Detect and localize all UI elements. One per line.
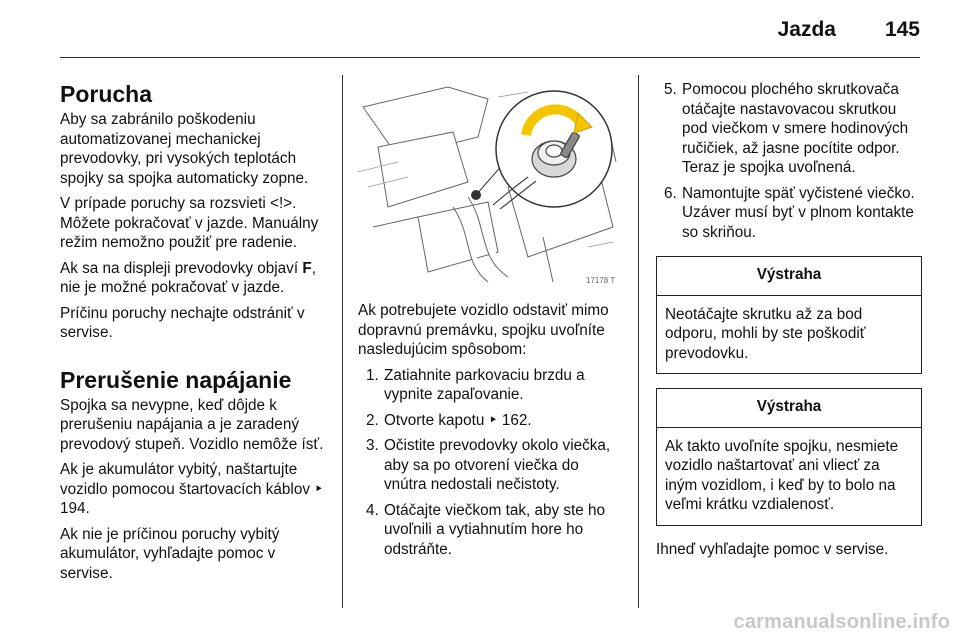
step-number: 5.: [664, 81, 677, 98]
paragraph: Spojka sa nevypne, keď dôjde k prerušeniu napájania a je zaradený prevodový stupeň. Vozidlo nemôže ísť.: [60, 396, 324, 453]
step-text: Zatiahnite parkovaciu brzdu a vypnite zapaľovanie.: [384, 366, 585, 403]
warning-box: [656, 388, 922, 526]
paragraph: Ak nie je príčinou poruchy vybitý akumulátor, vyhľadajte pomoc v servise.: [60, 525, 280, 582]
step-number: 1.: [366, 366, 379, 384]
step-text: Očistite prevodovky okolo viečka, aby sa po otvorení viečka do vnútra nedostali nečistoty.: [384, 437, 611, 493]
display-letter: F: [302, 259, 312, 277]
column-divider: [638, 75, 639, 608]
paragraph: Aby sa zabránilo poškodeniu automatizovanej mechanickej prevodovky, pri vysokých teplotách spojky sa spojka automaticky zopne.: [60, 111, 309, 187]
step-text: Otáčajte viečkom tak, aby ste ho uvoľnili a vytiahnutím hore ho odstráňte.: [384, 501, 606, 558]
step-text: Pomocou plochého skrutkovača otáčajte nastavovacou skrutkou pod viečkom v smere hodinových ručičiek, až jasne pocítite odpor. Teraz je spojka uvoľnená.: [682, 81, 909, 176]
page-header: [60, 0, 920, 58]
column-right: [656, 80, 922, 565]
paragraph: V prípade poruchy sa rozsvieti <!>. Môžete pokračovať v jazde. Manuálny režim nemožno použiť pre radenie.: [60, 195, 319, 251]
warning-text: Ak takto uvoľníte spojku, nesmiete vozidlo naštartovať ani vliecť za iným vozidlom, i keď by to bolo na veľmi krátku vzdialenosť.: [665, 437, 899, 513]
engine-illustration: [358, 77, 620, 287]
engine-bay-drawing: [358, 77, 620, 287]
list-item: [656, 184, 922, 243]
column-left: [60, 75, 330, 589]
list-item: [656, 80, 922, 178]
list-item: [358, 366, 624, 405]
column-middle: [358, 75, 624, 565]
paragraph: [60, 259, 330, 298]
step-list: [358, 366, 624, 560]
step-number: 2.: [366, 411, 379, 429]
warning-text: Neotáčajte skrutku až za bod odporu, mohli by ste poškodiť prevodovku.: [665, 305, 866, 362]
paragraph: Ihneď vyhľadajte pomoc v servise.: [656, 540, 889, 558]
paragraph: Ak je akumulátor vybitý, naštartujte vozidlo pomocou štartovacích káblov ‣ 194.: [60, 461, 324, 517]
step-list: [656, 80, 922, 242]
list-item: [358, 436, 624, 495]
page-number: 145: [884, 18, 920, 41]
list-item: [358, 501, 624, 560]
warning-title: Výstraha: [657, 257, 921, 296]
column-divider: [342, 75, 343, 608]
paragraph-text: , nie je možné pokračovať v jazde.: [60, 259, 316, 296]
warning-box: [656, 256, 922, 374]
heading-prerusenie: Prerušenie napájanie: [60, 366, 292, 393]
step-number: 6.: [664, 184, 677, 202]
step-number: 3.: [366, 437, 379, 454]
watermark: carmanualsonline.info: [733, 611, 950, 633]
paragraph-text: Ak sa na displeji prevodovky objaví: [60, 259, 303, 277]
step-text: Otvorte kapotu ‣ 162.: [384, 411, 532, 429]
heading-porucha: Porucha: [60, 81, 153, 107]
warning-title: Výstraha: [657, 389, 921, 428]
step-number: 4.: [366, 501, 379, 519]
section-title: Jazda: [777, 18, 836, 41]
list-item: [358, 411, 624, 431]
paragraph: Príčinu poruchy nechajte odstrániť v servise.: [60, 304, 305, 341]
figure-code: 17178 T: [586, 276, 616, 285]
step-text: Namontujte späť vyčistené viečko. Uzáver musí byť v plnom kontakte so skriňou.: [682, 184, 915, 241]
paragraph: Ak potrebujete vozidlo odstaviť mimo dopravnú premávku, spojku uvoľníte nasledujúcim spôsobom:: [358, 302, 609, 358]
